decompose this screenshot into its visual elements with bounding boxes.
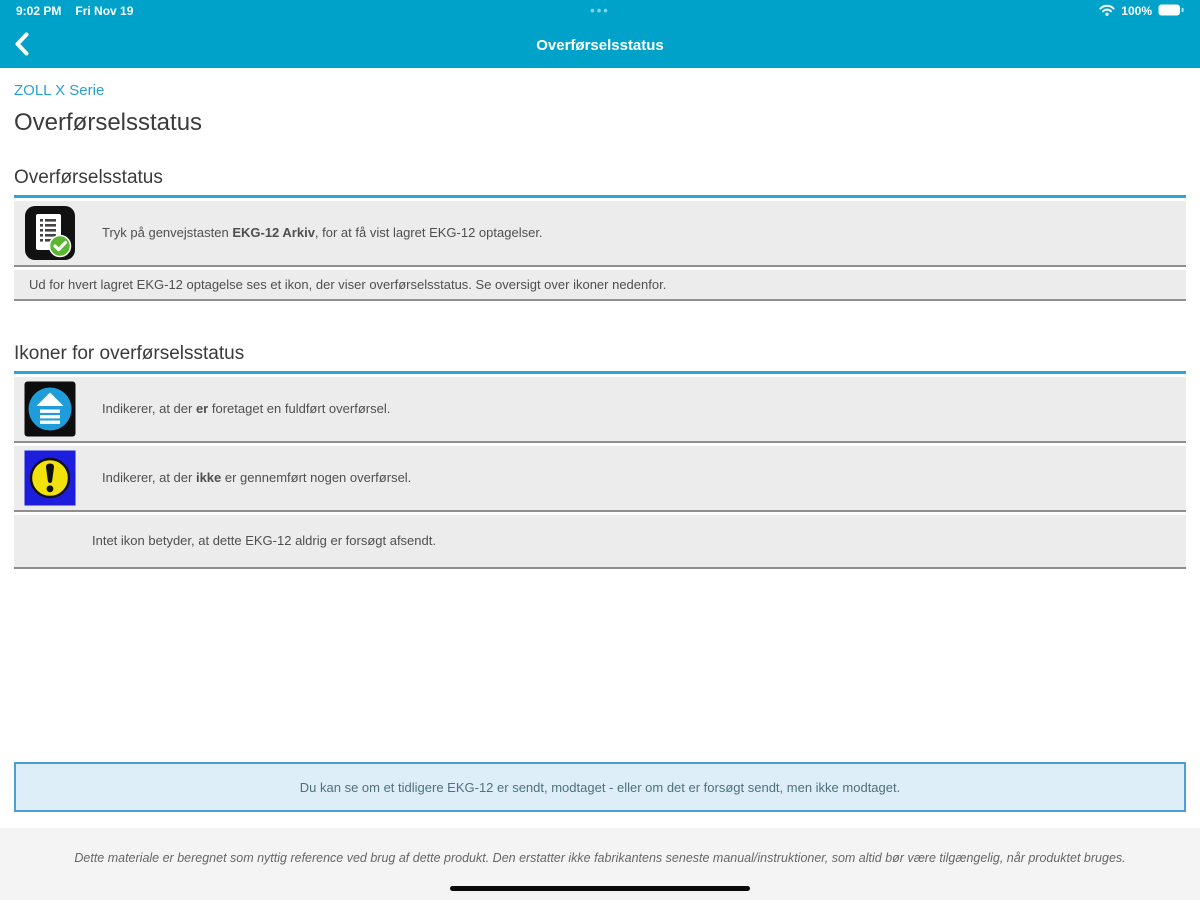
text-post: er gennemført nogen overførsel. [221,470,412,486]
wifi-icon [1099,4,1115,19]
nav-title: Overførselsstatus [536,36,664,54]
text-post: foretaget en fuldført overførsel. [208,401,391,417]
section-heading: Ikoner for overførselsstatus [14,343,245,364]
status-bar [0,0,1200,22]
disclaimer-text: Dette materiale er beregnet som nyttig reference ved brug af dette produkt. Den erstatter ikke fabrikantens seneste manual/instruktioner, som altid bør være tilgængelig, når produktet bruges. [74,851,1126,865]
instruction-row [14,270,1186,301]
info-box [14,762,1186,812]
section-rule [14,195,1186,198]
icon-legend-row [14,446,1186,512]
warning-icon [24,450,76,506]
section-ikoner [14,343,1186,569]
icon-legend-row [14,377,1186,443]
bold-term: er [195,401,209,417]
battery-icon [1158,4,1184,19]
section-heading: Overførselsstatus [14,167,163,188]
bold-term: EKG-12 Arkiv [232,225,315,241]
instruction-text: Ud for hvert lagret EKG-12 optagelse ses et ikon, der viser overførselsstatus. Se oversigt over ikoner nedenfor. [29,276,667,292]
footer [0,828,1200,900]
text-post: , for at få vist lagret EKG-12 optagelser. [314,225,543,241]
status-time: 9:02 PM [16,4,62,18]
legend-text: Intet ikon betyder, at dette EKG-12 aldrig er forsøgt afsendt. [92,533,436,549]
breadcrumb-link-zoll-x-serie[interactable]: ZOLL X Serie [14,82,105,99]
main-content [0,68,1200,569]
upload-complete-icon [24,381,76,437]
nav-bar [0,22,1200,68]
legend-text [102,400,390,418]
instruction-text [102,224,543,242]
page-title: Overførselsstatus [14,109,203,136]
text-pre: Tryk på genvejstasten [102,225,233,241]
text-pre: Indikerer, at der [102,401,196,417]
battery-percent: 100% [1121,4,1152,18]
bold-term: ikke [195,470,222,486]
legend-text [102,469,411,487]
content-spacer [0,569,1200,762]
section-rule [14,371,1186,374]
back-button[interactable] [14,22,50,68]
icon-legend-row [14,515,1186,569]
section-overforselsstatus [14,167,1186,301]
home-indicator[interactable] [450,886,750,891]
instruction-row [14,201,1186,267]
chevron-left-icon [14,32,29,59]
status-date: Fri Nov 19 [75,4,134,18]
info-box-text: Du kan se om et tidligere EKG-12 er sendt, modtaget - eller om det er forsøgt sendt, men ikke modtaget. [299,779,901,795]
text-pre: Indikerer, at der [102,470,196,486]
multitask-dots-icon: ••• [590,3,610,18]
ekg12-archive-icon [24,205,76,261]
